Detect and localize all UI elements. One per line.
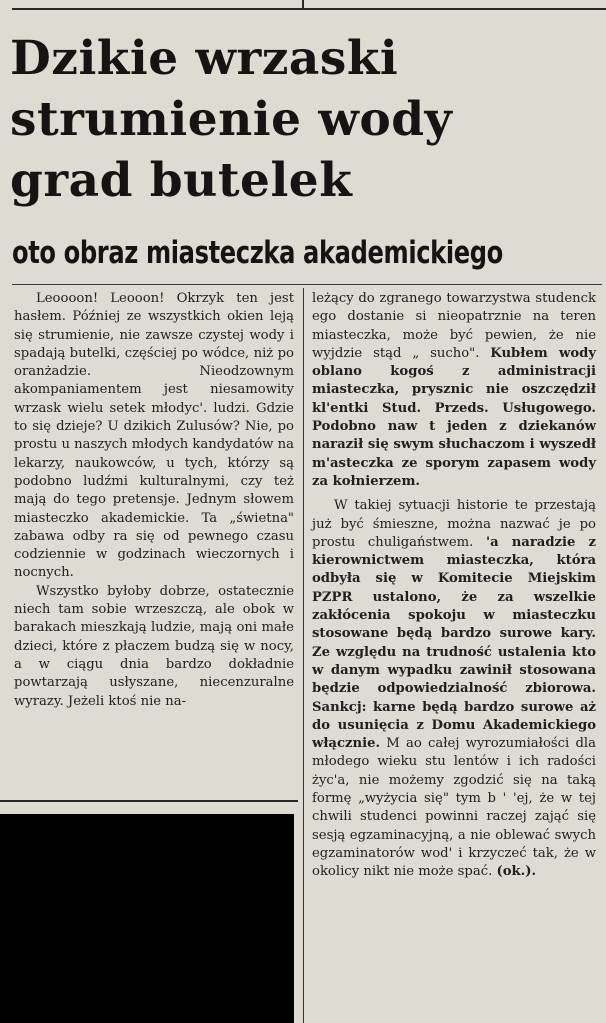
paragraph-bold-text: Kubłem wody oblano kogoś z administracji miasteczka, prysznic nie oszczędził kl'entki Stud. Przeds. Usługowego. Podobno naw t jeden z dziekanów naraził się swym słuchaczom i wyszedł m'asteczka ze sporym zapasem wody za kołnierzem. — [312, 345, 597, 489]
headline-divider — [12, 284, 602, 285]
paragraph: Leoooon! Leooon! Okrzyk ten jest hasłem. Później ze wszystkich okien leją się strumienie, nie zawsze czystej wody i spadają butelki, częściej po wódce, niż po oranżadzie. Nieodzownym akompaniamentem jest niesamowity wrzask wielu setek młodyc'. ludzi. Gdzie to się dzieje? U dzikich Zulusów? Nie, po prostu u naszych młodych kandydatów na lekarzy, naukowców, u tych, którzy są podobno ludźmi kulturalnymi, czy też mają do tego pretensje. Jednym słowem miasteczko akademickie. Ta „świetna" zabawa odby ra się od pewnego czasu codziennie w godzinach wieczornych i nocnych. — [14, 291, 295, 581]
headline-line-1: Dzikie wrzaski — [10, 31, 399, 86]
top-rule — [12, 8, 606, 10]
bottom-rule — [0, 800, 298, 802]
column-rule — [303, 288, 304, 1023]
headline-line-3: grad butelek — [10, 153, 353, 208]
author-signature: (ok.). — [496, 864, 537, 880]
article-column-right — [312, 290, 596, 882]
column-tick — [302, 0, 304, 10]
article-subheadline: oto obraz miasteczka akademickiego — [12, 235, 503, 271]
paragraph-text: M ao całej wyrozumiałości dla młodego wieku stu lentów i ich radości życ'a, nie możemy zgodzić się na taką formę „wyżycia się" tym b ' 'ej, że w tej chwili studenci powinni raczej zająć się sesją egzaminacyjną, a nie oblewać swych egzaminatorów wod' i krzyczeć tak, że w okolicy nikt nie może spać. — [312, 736, 596, 880]
paragraph-text: W takiej sytuacji historie te przestają już być śmieszne, można nazwać je po prostu chuligaństwem. — [312, 498, 596, 550]
black-redaction-block — [0, 814, 294, 1023]
headline-line-2: strumienie wody — [10, 92, 453, 147]
paragraph: Wszystko byłoby dobrze, ostatecznie niech tam sobie wrzeszczą, ale obok w barakach mieszkają ludzie, mają oni małe dzieci, które z płaczem budzą się w nocy, a w ciągu dnia bardzo dokładnie powtarzają usłyszane, niecenzuralne wyrazy. Jeżeli ktoś nie na- — [14, 583, 294, 709]
paragraph-bold-text: 'a naradzie z kierownictwem miasteczka, która odbyła się w Komitecie Miejskim PZPR ustalono, że za wszelkie zakłócenia spokoju w miasteczku stosowane będą bardzo surowe kary. Ze względu na trudność ustalenia kto w danym wypadku zawinił stosowana będzie odpowiedzialność zbiorowa. Sankcj: karne będą bardzo surowe aż do usunięcia z Domu Akademickiego włącznie. — [312, 534, 596, 752]
paragraph — [312, 290, 596, 491]
article-column-left — [14, 290, 294, 711]
paragraph-text: leżący do zgranego towarzystwa studenck ego dostanie si nieopatrznie na teren miasteczka, może być pewien, że nie wyjdzie stąd „ sucho". — [312, 291, 596, 361]
paragraph — [312, 497, 596, 881]
article-headline — [10, 28, 600, 211]
